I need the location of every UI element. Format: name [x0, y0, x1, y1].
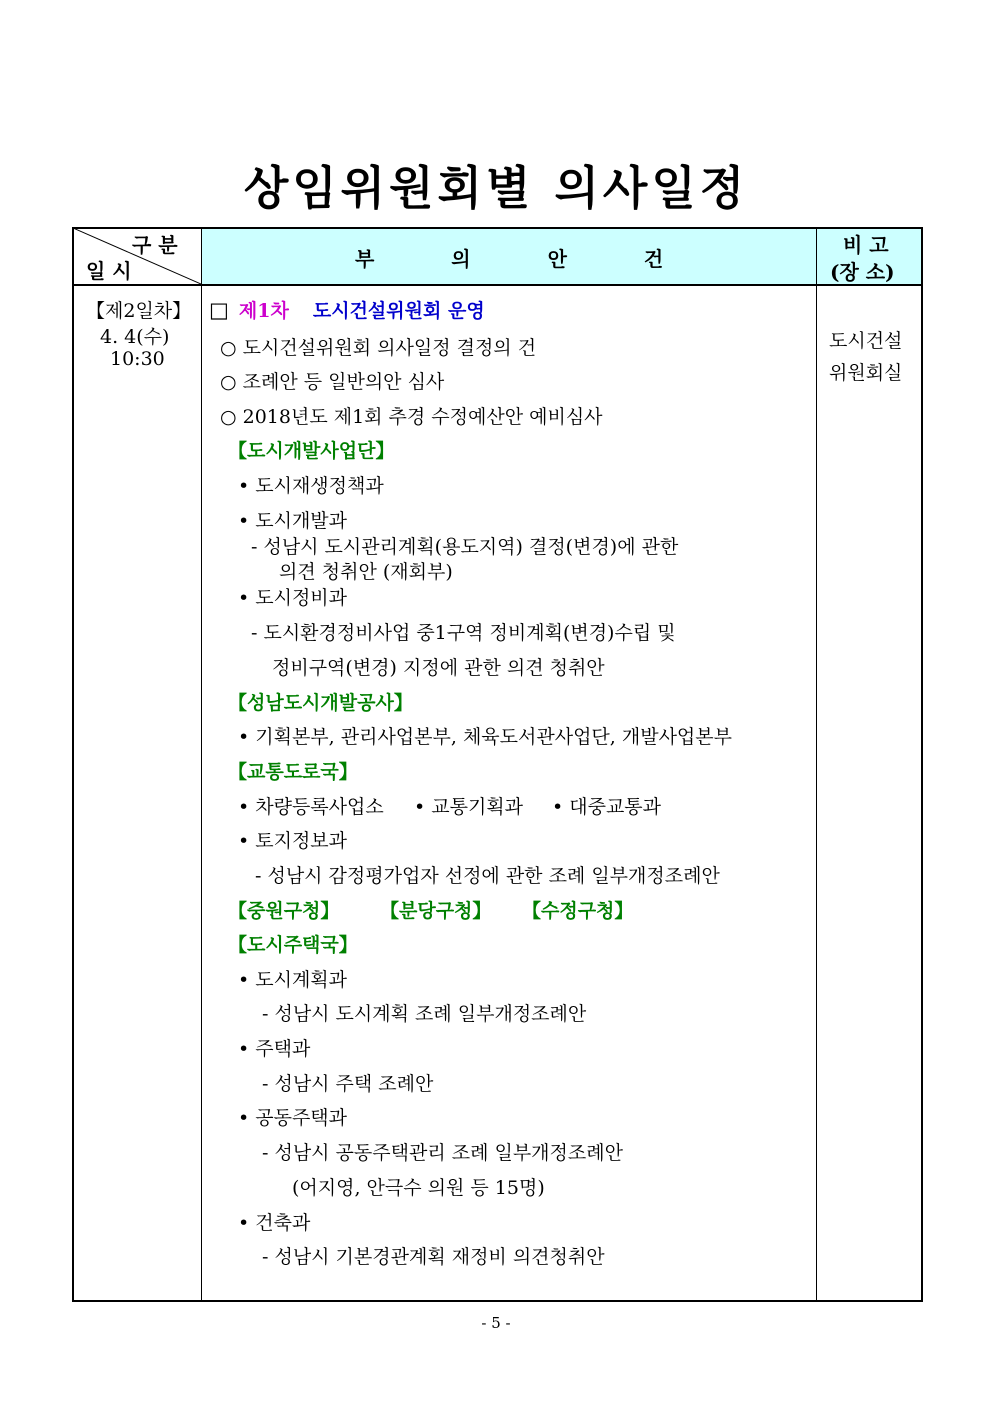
department-item: • 대중교통과	[552, 796, 662, 818]
department-item: • 토지정보과	[238, 830, 348, 852]
department-item: • 주택과	[238, 1038, 311, 1060]
agenda-detail: - 성남시 기본경관계획 재정비 의견청취안	[262, 1246, 605, 1268]
department-item: • 기획본부, 관리사업본부, 체육도서관사업단, 개발사업본부	[238, 726, 732, 748]
square-icon: □	[209, 298, 229, 322]
agenda-detail: - 도시환경정비사업 중1구역 정비계획(변경)수립 및	[251, 622, 676, 644]
schedule-date: 4. 4(수)	[100, 326, 170, 348]
session-name: 도시건설위원회 운영	[312, 300, 485, 322]
agenda-detail: - 성남시 공동주택관리 조례 일부개정조례안	[262, 1142, 623, 1164]
header-divider	[72, 284, 923, 286]
location-line-1: 도시건설	[829, 330, 903, 352]
section-heading: 【성남도시개발공사】	[228, 692, 413, 714]
session-number: 제1차	[238, 300, 289, 322]
department-item: • 도시재생정책과	[238, 475, 384, 497]
column-divider-left	[201, 227, 202, 1302]
schedule-day: 【제2일차】	[86, 300, 192, 322]
agenda-detail: - 성남시 도시관리계획(용도지역) 결정(변경)에 관한	[251, 536, 679, 558]
department-item: • 도시개발과	[238, 510, 348, 532]
page-number: - 5 -	[481, 1314, 511, 1332]
section-heading: 【수정구청】	[522, 900, 634, 922]
header-datetime-label: 일 시	[86, 259, 132, 283]
department-item: • 차량등록사업소	[238, 796, 384, 818]
agenda-detail: 의견 청취안 (재회부)	[279, 561, 453, 583]
agenda-detail: - 성남시 도시계획 조례 일부개정조례안	[262, 1003, 587, 1025]
column-divider-right	[816, 227, 817, 1302]
header-agenda-label: 부 의 안 건	[355, 247, 664, 271]
department-item: • 공동주택과	[238, 1107, 348, 1129]
session-heading	[209, 296, 485, 323]
header-note-label: 비 고	[843, 233, 889, 257]
department-item: • 교통기획과	[414, 796, 524, 818]
agenda-item: ○ 2018년도 제1회 추경 수정예산안 예비심사	[220, 406, 603, 428]
agenda-detail: - 성남시 감정평가업자 선정에 관한 조례 일부개정조례안	[255, 865, 720, 887]
header-category-label: 구 분	[132, 233, 178, 257]
schedule-time: 10:30	[110, 348, 165, 370]
department-item: • 도시계획과	[238, 969, 348, 991]
header-location-label: (장 소)	[830, 260, 895, 284]
agenda-detail: 정비구역(변경) 지정에 관한 의견 청취안	[272, 657, 605, 679]
agenda-item: ○ 조례안 등 일반의안 심사	[220, 371, 445, 393]
agenda-detail: (어지영, 안극수 의원 등 15명)	[292, 1177, 545, 1199]
agenda-detail: - 성남시 주택 조례안	[262, 1073, 434, 1095]
section-heading: 【도시개발사업단】	[228, 440, 395, 462]
page-title: 상임위원회별 의사일정	[243, 161, 749, 215]
section-heading: 【교통도로국】	[228, 761, 358, 783]
section-heading: 【도시주택국】	[228, 934, 358, 956]
section-heading: 【중원구청】	[228, 900, 340, 922]
section-heading: 【분당구청】	[380, 900, 492, 922]
department-item: • 도시정비과	[238, 587, 348, 609]
agenda-item: ○ 도시건설위원회 의사일정 결정의 건	[220, 337, 537, 359]
location-line-2: 위원회실	[829, 362, 903, 384]
department-item: • 건축과	[238, 1212, 311, 1234]
